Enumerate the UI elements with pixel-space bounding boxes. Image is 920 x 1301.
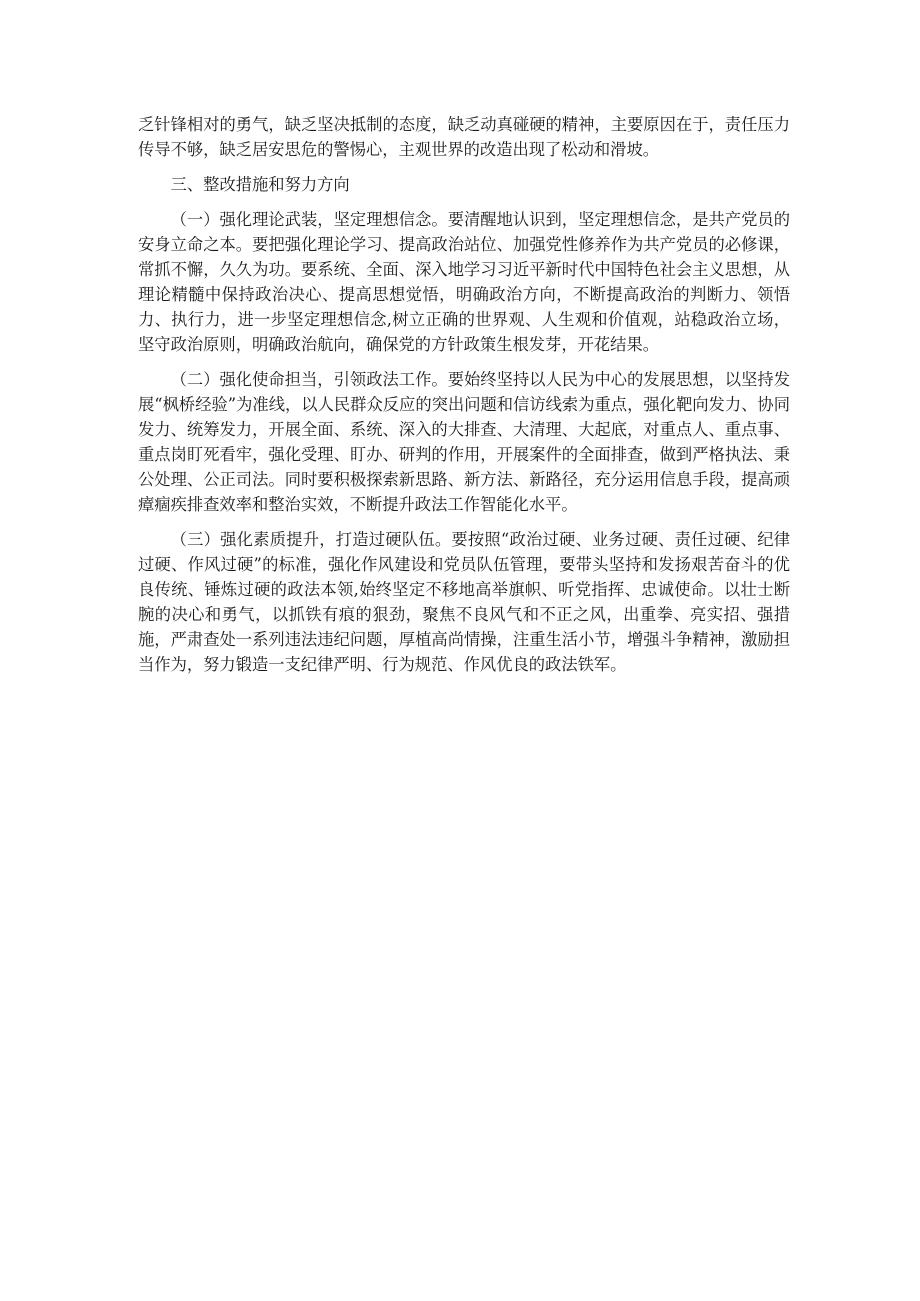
continuation-paragraph: 乏针锋相对的勇气，缺乏坚决抵制的态度，缺乏动真碰硬的精神，主要原因在于，责任压力传导不够，缺乏居安思危的警惕心，主观世界的改造出现了松动和滑坡。 (138, 115, 790, 159)
document-body (138, 112, 790, 677)
paragraph-1: （一）强化理论武装，坚定理想信念。要清醒地认识到，坚定理想信念，是共产党员的安身立命之本。要把强化理论学习、提高政治站位、加强党性修养作为共产党员的必修课，常抓不懈，久久为功。要系统、全面、深入地学习习近平新时代中国特色社会主义思想，从理论精髓中保持政治决心、提高思想觉悟，明确政治方向，不断提高政治的判断力、领悟力、执行力，进一步坚定理想信念,树立正确的世界观、人生观和价值观，站稳政治立场，坚守政治原则，明确政治航向，确保党的方针政策生根发芽，开花结果。 (138, 210, 790, 354)
paragraph-3: （三）强化素质提升，打造过硬队伍。要按照“政治过硬、业务过硬、责任过硬、纪律过硬、作风过硬”的标准，强化作风建设和党员队伍管理，要带头坚持和发扬艰苦奋斗的优良传统、锤炼过硬的政法本领,始终坚定不移地高举旗帜、听党指挥、忠诚使命。以壮士断腕的决心和勇气，以抓铁有痕的狠劲，聚焦不良风气和不正之风，出重拳、亮实招、强措施，严肃查处一系列违法违纪问题，厚植高尚情操，注重生活小节，增强斗争精神，激励担当作为，努力锻造一支纪律严明、行为规范、作风优良的政法铁军。 (138, 530, 790, 674)
paragraph-2: （二）强化使命担当，引领政法工作。要始终坚持以人民为中心的发展思想，以坚持发展“枫桥经验”为准线，以人民群众反应的突出问题和信访线索为重点，强化靶向发力、协同发力、统筹发力，开展全面、系统、深入的大排查、大清理、大起底，对重点人、重点事、重点岗盯死看牢，强化受理、盯办、研判的作用，开展案件的全面排查，做到严格执法、秉公处理、公正司法。同时要积极探索新思路、新方法、新路径，充分运用信息手段，提高顽瘴痼疾排查效率和整治实效，不断提升政法工作智能化水平。 (138, 370, 790, 514)
section-heading: 三、整改措施和努力方向 (170, 175, 350, 194)
